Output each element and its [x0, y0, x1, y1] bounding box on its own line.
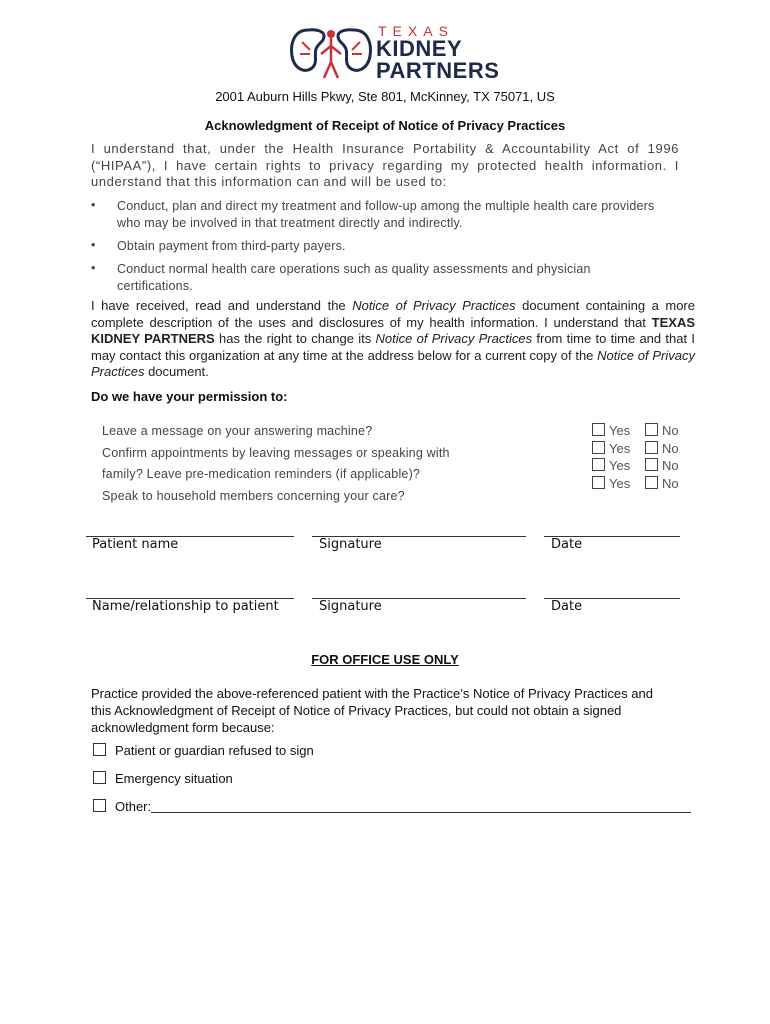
other-reason-field[interactable]	[151, 800, 691, 813]
yes-checkbox[interactable]	[592, 458, 605, 471]
other-checkbox[interactable]	[93, 799, 106, 812]
bullet-mark: •	[91, 261, 96, 275]
option-label: Patient or guardian refused to sign	[115, 743, 314, 758]
no-label: No	[662, 458, 679, 473]
bullet-text: Conduct normal health care operations such as quality assessments and physician certifications.	[117, 262, 591, 293]
yes-checkbox[interactable]	[592, 423, 605, 436]
signature-label: Signature	[319, 537, 382, 552]
option-refused[interactable]	[93, 743, 314, 758]
logo-texas: TEXAS	[378, 23, 454, 39]
patient-name-label: Patient name	[92, 537, 179, 552]
yes-option[interactable]	[592, 458, 630, 473]
option-other[interactable]	[93, 799, 691, 814]
question-text: family? Leave pre-medication reminders (if applicable)?	[102, 467, 421, 481]
no-option[interactable]	[645, 423, 679, 438]
kidney-logo-icon	[288, 22, 374, 82]
no-option[interactable]	[645, 441, 679, 456]
yes-option[interactable]	[592, 441, 630, 456]
question-text: Leave a message on your answering machine?	[102, 424, 373, 438]
refused-checkbox[interactable]	[93, 743, 106, 756]
option-emergency[interactable]	[93, 771, 233, 786]
practice-paragraph: Practice provided the above-referenced patient with the Practice’s Notice of Privacy Practices and this Acknowledgment of Receipt of Notice of Privacy Practices, but could not obtain a signed acknowledgment form because:	[91, 686, 653, 735]
question-text: Confirm appointments by leaving messages or speaking with	[102, 446, 450, 460]
date-label: Date	[551, 537, 583, 552]
no-option[interactable]	[645, 476, 679, 491]
permission-heading: Do we have your permission to:	[91, 389, 288, 404]
relationship-label: Name/relationship to patient	[92, 599, 279, 614]
organization-name: TEXAS KIDNEY PARTNERS	[91, 314, 695, 346]
no-checkbox[interactable]	[645, 458, 658, 471]
bullet-text: Conduct, plan and direct my treatment and follow-up among the multiple health care providers who may be involved in that treatment directly and indirectly.	[117, 199, 655, 230]
option-label: Emergency situation	[115, 771, 233, 786]
yes-label: Yes	[609, 458, 631, 473]
yes-option[interactable]	[592, 476, 630, 491]
yes-label: Yes	[609, 423, 631, 438]
no-label: No	[662, 476, 679, 491]
yes-checkbox[interactable]	[592, 476, 605, 489]
signature-label: Signature	[319, 599, 382, 614]
logo-kidney: KIDNEY	[376, 36, 463, 61]
notice-title: Notice of Privacy Practices	[91, 347, 695, 379]
date-label: Date	[551, 599, 583, 614]
no-checkbox[interactable]	[645, 423, 658, 436]
no-label: No	[662, 423, 679, 438]
yes-checkbox[interactable]	[592, 441, 605, 454]
bullet-text: Obtain payment from third-party payers.	[117, 239, 346, 253]
bullet-mark: •	[91, 238, 96, 252]
yes-label: Yes	[609, 476, 631, 491]
received-text: I have received, read and understand the	[91, 298, 353, 313]
no-label: No	[662, 441, 679, 456]
no-checkbox[interactable]	[645, 441, 658, 454]
yes-option[interactable]	[592, 423, 630, 438]
yes-label: Yes	[609, 441, 631, 456]
no-checkbox[interactable]	[645, 476, 658, 489]
no-option[interactable]	[645, 458, 679, 473]
received-text: document.	[144, 364, 209, 379]
option-label: Other:	[115, 799, 152, 814]
acknowledgment-paragraph	[91, 298, 695, 381]
emergency-checkbox[interactable]	[93, 771, 106, 784]
address: 2001 Auburn Hills Pkwy, Ste 801, McKinney, TX 75071, US	[215, 89, 555, 104]
logo	[288, 22, 500, 82]
logo-partners: PARTNERS	[376, 58, 500, 83]
notice-title: Notice of Privacy Practices	[352, 298, 516, 313]
received-text: document containing a more complete description of the uses and disclosures of my health information. I understand that	[91, 298, 695, 330]
office-use-heading: FOR OFFICE USE ONLY	[311, 652, 459, 667]
intro-paragraph: I understand that, under the Health Insurance Portability & Accountability Act of 1996 (“HIPAA”), I have certain rights to privacy regarding my protected health information. I understand that this information can and will be used to:	[91, 141, 679, 189]
page-title: Acknowledgment of Receipt of Notice of Privacy Practices	[204, 118, 566, 133]
received-text: from time to time and that I may contact this organization at any time at the address below for a current copy of the	[91, 331, 695, 363]
notice-title: Notice of Privacy Practices	[375, 331, 533, 346]
question-text: Speak to household members concerning your care?	[102, 489, 405, 503]
received-text: has the right to change its	[214, 331, 376, 346]
bullet-mark: •	[91, 198, 96, 212]
